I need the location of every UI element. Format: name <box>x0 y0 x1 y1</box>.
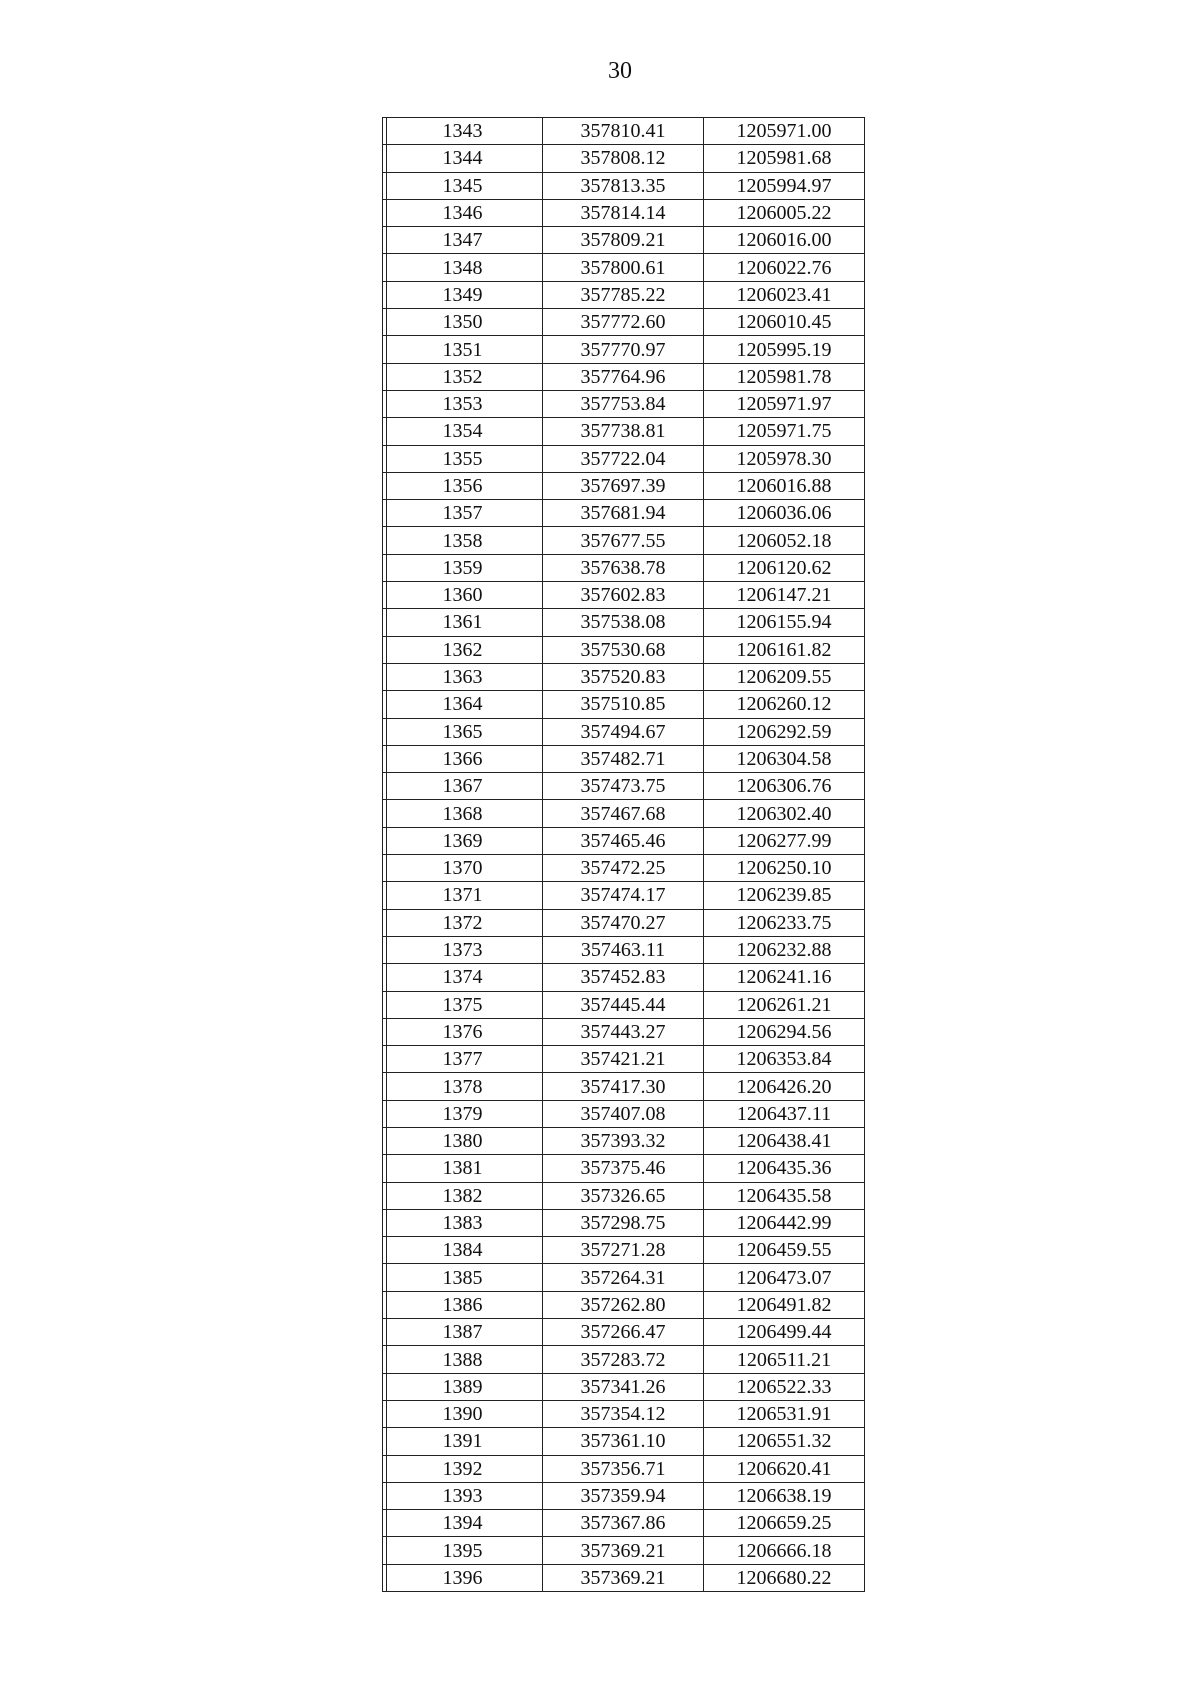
y-coordinate-cell: 1206659.25 <box>704 1510 865 1537</box>
table-row <box>383 309 865 336</box>
table-row <box>383 145 865 172</box>
x-coordinate-cell: 357753.84 <box>543 390 704 417</box>
y-coordinate-cell: 1205981.78 <box>704 363 865 390</box>
x-coordinate-cell: 357264.31 <box>543 1264 704 1291</box>
x-coordinate-cell: 357417.30 <box>543 1073 704 1100</box>
y-coordinate-cell: 1206260.12 <box>704 691 865 718</box>
x-coordinate-cell: 357813.35 <box>543 172 704 199</box>
x-coordinate-cell: 357271.28 <box>543 1237 704 1264</box>
table-row <box>383 1428 865 1455</box>
point-number-cell: 1382 <box>383 1182 543 1209</box>
table-row <box>383 1510 865 1537</box>
y-coordinate-cell: 1205971.00 <box>704 118 865 145</box>
y-coordinate-cell: 1206306.76 <box>704 773 865 800</box>
y-coordinate-cell: 1206620.41 <box>704 1455 865 1482</box>
x-coordinate-cell: 357367.86 <box>543 1510 704 1537</box>
point-number-cell: 1358 <box>383 527 543 554</box>
table-row <box>383 363 865 390</box>
page-number: 30 <box>608 58 632 84</box>
point-number-cell: 1362 <box>383 636 543 663</box>
x-coordinate-cell: 357445.44 <box>543 991 704 1018</box>
x-coordinate-cell: 357356.71 <box>543 1455 704 1482</box>
table-row <box>383 1400 865 1427</box>
y-coordinate-cell: 1206250.10 <box>704 855 865 882</box>
table-row <box>383 1046 865 1073</box>
y-coordinate-cell: 1205981.68 <box>704 145 865 172</box>
table-row <box>383 336 865 363</box>
point-number-cell: 1381 <box>383 1155 543 1182</box>
x-coordinate-cell: 357814.14 <box>543 199 704 226</box>
point-number-cell: 1371 <box>383 882 543 909</box>
x-coordinate-cell: 357520.83 <box>543 663 704 690</box>
point-number-cell: 1393 <box>383 1482 543 1509</box>
table-row <box>383 227 865 254</box>
table-row <box>383 1100 865 1127</box>
point-number-cell: 1348 <box>383 254 543 281</box>
table-row <box>383 1346 865 1373</box>
x-coordinate-cell: 357810.41 <box>543 118 704 145</box>
x-coordinate-cell: 357421.21 <box>543 1046 704 1073</box>
table-row <box>383 936 865 963</box>
x-coordinate-cell: 357473.75 <box>543 773 704 800</box>
x-coordinate-cell: 357463.11 <box>543 936 704 963</box>
x-coordinate-cell: 357326.65 <box>543 1182 704 1209</box>
table-row <box>383 1455 865 1482</box>
table-row <box>383 1073 865 1100</box>
x-coordinate-cell: 357510.85 <box>543 691 704 718</box>
y-coordinate-cell: 1206459.55 <box>704 1237 865 1264</box>
y-coordinate-cell: 1205978.30 <box>704 445 865 472</box>
y-coordinate-cell: 1205971.97 <box>704 390 865 417</box>
x-coordinate-cell: 357470.27 <box>543 909 704 936</box>
y-coordinate-cell: 1206016.00 <box>704 227 865 254</box>
x-coordinate-cell: 357809.21 <box>543 227 704 254</box>
point-number-cell: 1360 <box>383 582 543 609</box>
y-coordinate-cell: 1206155.94 <box>704 609 865 636</box>
point-number-cell: 1364 <box>383 691 543 718</box>
x-coordinate-cell: 357361.10 <box>543 1428 704 1455</box>
table-row <box>383 1264 865 1291</box>
x-coordinate-cell: 357697.39 <box>543 472 704 499</box>
point-number-cell: 1367 <box>383 773 543 800</box>
table-row <box>383 199 865 226</box>
table-row <box>383 554 865 581</box>
table-row <box>383 609 865 636</box>
point-number-cell: 1392 <box>383 1455 543 1482</box>
x-coordinate-cell: 357494.67 <box>543 718 704 745</box>
y-coordinate-cell: 1206473.07 <box>704 1264 865 1291</box>
x-coordinate-cell: 357262.80 <box>543 1291 704 1318</box>
y-coordinate-cell: 1206005.22 <box>704 199 865 226</box>
x-coordinate-cell: 357482.71 <box>543 745 704 772</box>
y-coordinate-cell: 1206023.41 <box>704 281 865 308</box>
y-coordinate-cell: 1206438.41 <box>704 1127 865 1154</box>
x-coordinate-cell: 357443.27 <box>543 1018 704 1045</box>
point-number-cell: 1368 <box>383 800 543 827</box>
point-number-cell: 1351 <box>383 336 543 363</box>
table-row <box>383 882 865 909</box>
table-row <box>383 445 865 472</box>
y-coordinate-cell: 1206261.21 <box>704 991 865 1018</box>
x-coordinate-cell: 357369.21 <box>543 1537 704 1564</box>
y-coordinate-cell: 1206052.18 <box>704 527 865 554</box>
y-coordinate-cell: 1206120.62 <box>704 554 865 581</box>
point-number-cell: 1374 <box>383 964 543 991</box>
point-number-cell: 1347 <box>383 227 543 254</box>
table-row <box>383 800 865 827</box>
point-number-cell: 1385 <box>383 1264 543 1291</box>
y-coordinate-cell: 1206277.99 <box>704 827 865 854</box>
table-row <box>383 472 865 499</box>
x-coordinate-cell: 357467.68 <box>543 800 704 827</box>
y-coordinate-cell: 1206522.33 <box>704 1373 865 1400</box>
y-coordinate-cell: 1206437.11 <box>704 1100 865 1127</box>
point-number-cell: 1376 <box>383 1018 543 1045</box>
point-number-cell: 1354 <box>383 418 543 445</box>
x-coordinate-cell: 357681.94 <box>543 500 704 527</box>
table-row <box>383 1564 865 1591</box>
y-coordinate-cell: 1206209.55 <box>704 663 865 690</box>
point-number-cell: 1375 <box>383 991 543 1018</box>
point-number-cell: 1349 <box>383 281 543 308</box>
table-row <box>383 855 865 882</box>
x-coordinate-cell: 357808.12 <box>543 145 704 172</box>
y-coordinate-cell: 1206016.88 <box>704 472 865 499</box>
y-coordinate-cell: 1206491.82 <box>704 1291 865 1318</box>
y-coordinate-cell: 1206302.40 <box>704 800 865 827</box>
point-number-cell: 1355 <box>383 445 543 472</box>
point-number-cell: 1388 <box>383 1346 543 1373</box>
x-coordinate-cell: 357452.83 <box>543 964 704 991</box>
table-row <box>383 582 865 609</box>
point-number-cell: 1383 <box>383 1209 543 1236</box>
table-row <box>383 118 865 145</box>
x-coordinate-cell: 357638.78 <box>543 554 704 581</box>
table-row <box>383 254 865 281</box>
point-number-cell: 1366 <box>383 745 543 772</box>
point-number-cell: 1394 <box>383 1510 543 1537</box>
y-coordinate-cell: 1206511.21 <box>704 1346 865 1373</box>
x-coordinate-cell: 357474.17 <box>543 882 704 909</box>
x-coordinate-cell: 357354.12 <box>543 1400 704 1427</box>
table-row <box>383 1373 865 1400</box>
y-coordinate-cell: 1206499.44 <box>704 1319 865 1346</box>
y-coordinate-cell: 1206638.19 <box>704 1482 865 1509</box>
point-number-cell: 1373 <box>383 936 543 963</box>
table-row <box>383 991 865 1018</box>
table-row <box>383 281 865 308</box>
y-coordinate-cell: 1206233.75 <box>704 909 865 936</box>
x-coordinate-cell: 357465.46 <box>543 827 704 854</box>
y-coordinate-cell: 1206022.76 <box>704 254 865 281</box>
y-coordinate-cell: 1206442.99 <box>704 1209 865 1236</box>
table-row <box>383 1537 865 1564</box>
table-row <box>383 909 865 936</box>
point-number-cell: 1379 <box>383 1100 543 1127</box>
table-row <box>383 1237 865 1264</box>
x-coordinate-cell: 357407.08 <box>543 1100 704 1127</box>
point-number-cell: 1377 <box>383 1046 543 1073</box>
point-number-cell: 1380 <box>383 1127 543 1154</box>
table-row <box>383 1155 865 1182</box>
y-coordinate-cell: 1205994.97 <box>704 172 865 199</box>
point-number-cell: 1346 <box>383 199 543 226</box>
point-number-cell: 1357 <box>383 500 543 527</box>
point-number-cell: 1356 <box>383 472 543 499</box>
point-number-cell: 1391 <box>383 1428 543 1455</box>
table-row <box>383 718 865 745</box>
x-coordinate-cell: 357602.83 <box>543 582 704 609</box>
table-row <box>383 663 865 690</box>
x-coordinate-cell: 357677.55 <box>543 527 704 554</box>
point-number-cell: 1390 <box>383 1400 543 1427</box>
x-coordinate-cell: 357538.08 <box>543 609 704 636</box>
x-coordinate-cell: 357298.75 <box>543 1209 704 1236</box>
point-number-cell: 1395 <box>383 1537 543 1564</box>
x-coordinate-cell: 357530.68 <box>543 636 704 663</box>
y-coordinate-cell: 1205995.19 <box>704 336 865 363</box>
point-number-cell: 1387 <box>383 1319 543 1346</box>
point-number-cell: 1386 <box>383 1291 543 1318</box>
table-row <box>383 527 865 554</box>
table-row <box>383 827 865 854</box>
y-coordinate-cell: 1206304.58 <box>704 745 865 772</box>
x-coordinate-cell: 357375.46 <box>543 1155 704 1182</box>
table-row <box>383 1209 865 1236</box>
y-coordinate-cell: 1206353.84 <box>704 1046 865 1073</box>
y-coordinate-cell: 1206551.32 <box>704 1428 865 1455</box>
x-coordinate-cell: 357772.60 <box>543 309 704 336</box>
point-number-cell: 1361 <box>383 609 543 636</box>
table-row <box>383 636 865 663</box>
y-coordinate-cell: 1206241.16 <box>704 964 865 991</box>
y-coordinate-cell: 1206232.88 <box>704 936 865 963</box>
table-row <box>383 691 865 718</box>
coordinates-table <box>382 117 865 1592</box>
point-number-cell: 1344 <box>383 145 543 172</box>
table-double-border <box>382 117 387 1592</box>
point-number-cell: 1359 <box>383 554 543 581</box>
table-row <box>383 418 865 445</box>
table-row <box>383 390 865 417</box>
x-coordinate-cell: 357472.25 <box>543 855 704 882</box>
y-coordinate-cell: 1206435.36 <box>704 1155 865 1182</box>
table-row <box>383 1482 865 1509</box>
table-row <box>383 1291 865 1318</box>
point-number-cell: 1343 <box>383 118 543 145</box>
x-coordinate-cell: 357800.61 <box>543 254 704 281</box>
point-number-cell: 1353 <box>383 390 543 417</box>
y-coordinate-cell: 1206036.06 <box>704 500 865 527</box>
point-number-cell: 1350 <box>383 309 543 336</box>
point-number-cell: 1396 <box>383 1564 543 1591</box>
y-coordinate-cell: 1206531.91 <box>704 1400 865 1427</box>
coordinates-table-body <box>383 118 865 1592</box>
y-coordinate-cell: 1206147.21 <box>704 582 865 609</box>
table-row <box>383 500 865 527</box>
point-number-cell: 1372 <box>383 909 543 936</box>
point-number-cell: 1369 <box>383 827 543 854</box>
point-number-cell: 1345 <box>383 172 543 199</box>
table-row <box>383 773 865 800</box>
point-number-cell: 1378 <box>383 1073 543 1100</box>
x-coordinate-cell: 357283.72 <box>543 1346 704 1373</box>
x-coordinate-cell: 357341.26 <box>543 1373 704 1400</box>
x-coordinate-cell: 357722.04 <box>543 445 704 472</box>
y-coordinate-cell: 1206239.85 <box>704 882 865 909</box>
point-number-cell: 1389 <box>383 1373 543 1400</box>
point-number-cell: 1363 <box>383 663 543 690</box>
table-row <box>383 1319 865 1346</box>
x-coordinate-cell: 357770.97 <box>543 336 704 363</box>
x-coordinate-cell: 357785.22 <box>543 281 704 308</box>
y-coordinate-cell: 1206666.18 <box>704 1537 865 1564</box>
y-coordinate-cell: 1206435.58 <box>704 1182 865 1209</box>
x-coordinate-cell: 357369.21 <box>543 1564 704 1591</box>
table-row <box>383 964 865 991</box>
y-coordinate-cell: 1206010.45 <box>704 309 865 336</box>
table-row <box>383 1018 865 1045</box>
y-coordinate-cell: 1206161.82 <box>704 636 865 663</box>
table-row <box>383 172 865 199</box>
y-coordinate-cell: 1206294.56 <box>704 1018 865 1045</box>
table-row <box>383 745 865 772</box>
table-row <box>383 1182 865 1209</box>
x-coordinate-cell: 357738.81 <box>543 418 704 445</box>
point-number-cell: 1370 <box>383 855 543 882</box>
point-number-cell: 1352 <box>383 363 543 390</box>
y-coordinate-cell: 1206426.20 <box>704 1073 865 1100</box>
y-coordinate-cell: 1206680.22 <box>704 1564 865 1591</box>
point-number-cell: 1365 <box>383 718 543 745</box>
y-coordinate-cell: 1205971.75 <box>704 418 865 445</box>
point-number-cell: 1384 <box>383 1237 543 1264</box>
x-coordinate-cell: 357764.96 <box>543 363 704 390</box>
y-coordinate-cell: 1206292.59 <box>704 718 865 745</box>
x-coordinate-cell: 357359.94 <box>543 1482 704 1509</box>
x-coordinate-cell: 357393.32 <box>543 1127 704 1154</box>
x-coordinate-cell: 357266.47 <box>543 1319 704 1346</box>
table-row <box>383 1127 865 1154</box>
